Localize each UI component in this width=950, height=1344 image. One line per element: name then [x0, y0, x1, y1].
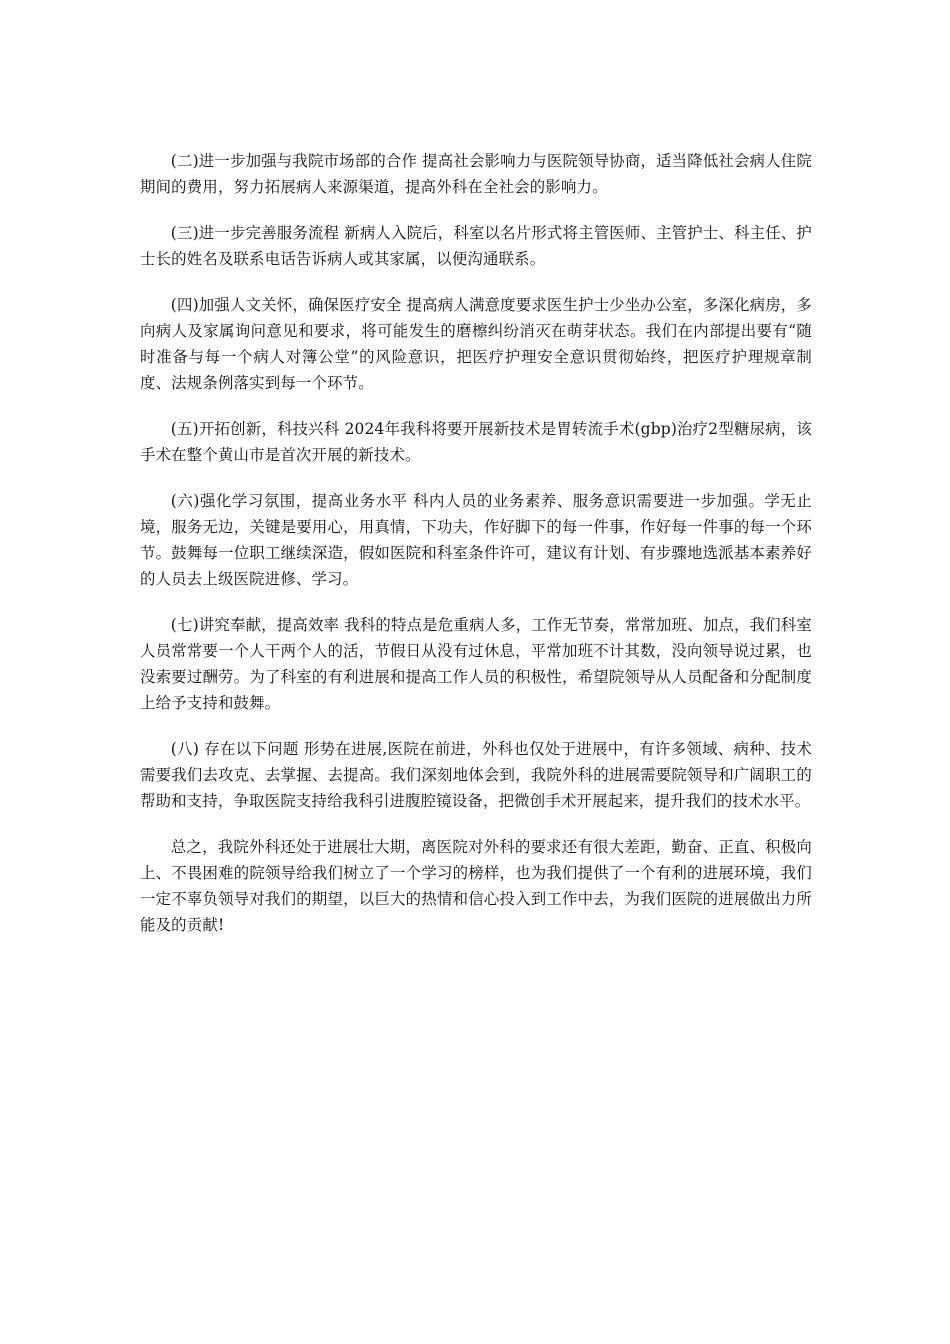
- paragraph-conclusion: 总之，我院外科还处于进展壮大期，离医院对外科的要求还有很大差距，勤奋、正直、积极向上、不畏困难的院领导给我们树立了一个学习的榜样，也为我们提供了一个有利的进展环境，我们一定不辜负领导对我们的期望，以巨大的热情和信心投入到工作中去，为我们医院的进展做出力所能及的贡献!: [140, 838, 812, 934]
- paragraph-innovation: (五)开拓创新，科技兴科 2024年我科将要开展新技术是胃转流手术(gbp)治疗2型糖尿病，该手术在整个黄山市是首次开展的新技术。: [140, 420, 812, 464]
- document-page: [140, 148, 812, 958]
- paragraph-market-cooperation: (二)进一步加强与我院市场部的合作 提高社会影响力与医院领导协商，适当降低社会病人住院期间的费用，努力拓展病人来源渠道，提高外科在全社会的影响力。: [140, 152, 812, 196]
- paragraph-dedication: (七)讲究奉献，提高效率 我科的特点是危重病人多，工作无节奏，常常加班、加点，我们科室人员常常要一个人干两个人的活，节假日从没有过休息，平常加班不计其数，没向领导说过累，也没索要过酬劳。为了科室的有利进展和提高工作人员的积极性，希望院领导从人员配备和分配制度上给予支持和鼓舞。: [140, 616, 812, 712]
- paragraph-humanistic-care: (四)加强人文关怀，确保医疗安全 提高病人满意度要求医生护士少坐办公室，多深化病房，多向病人及家属询问意见和要求，将可能发生的磨檫纠纷消灭在萌芽状态。我们在内部提出要有“随时准备与每一个病人对簿公堂”的风险意识，把医疗护理安全意识贯彻始终，把医疗护理规章制度、法规条例落实到每一个环节。: [140, 296, 812, 392]
- paragraph-service-process: (三)进一步完善服务流程 新病人入院后，科室以名片形式将主管医师、主管护士、科主任、护士长的姓名及联系电话告诉病人或其家属，以便沟通联系。: [140, 224, 812, 268]
- paragraph-learning: (六)强化学习氛围，提高业务水平 科内人员的业务素养、服务意识需要进一步加强。学无止境，服务无边，关键是要用心，用真情，下功夫，作好脚下的每一件事，作好每一件事的每一个环节。鼓舞每一位职工继续深造，假如医院和科室条件许可，建议有计划、有步骤地选派基本素养好的人员去上级医院进修、学习。: [140, 492, 812, 588]
- paragraph-problems: (八) 存在以下问题 形势在进展,医院在前进，外科也仅处于进展中，有许多领域、病种、技术需要我们去攻克、去掌握、去提高。我们深刻地体会到，我院外科的进展需要院领导和广阔职工的帮助和支持，争取医院支持给我科引进腹腔镜设备，把微创手术开展起来，提升我们的技术水平。: [140, 740, 812, 810]
